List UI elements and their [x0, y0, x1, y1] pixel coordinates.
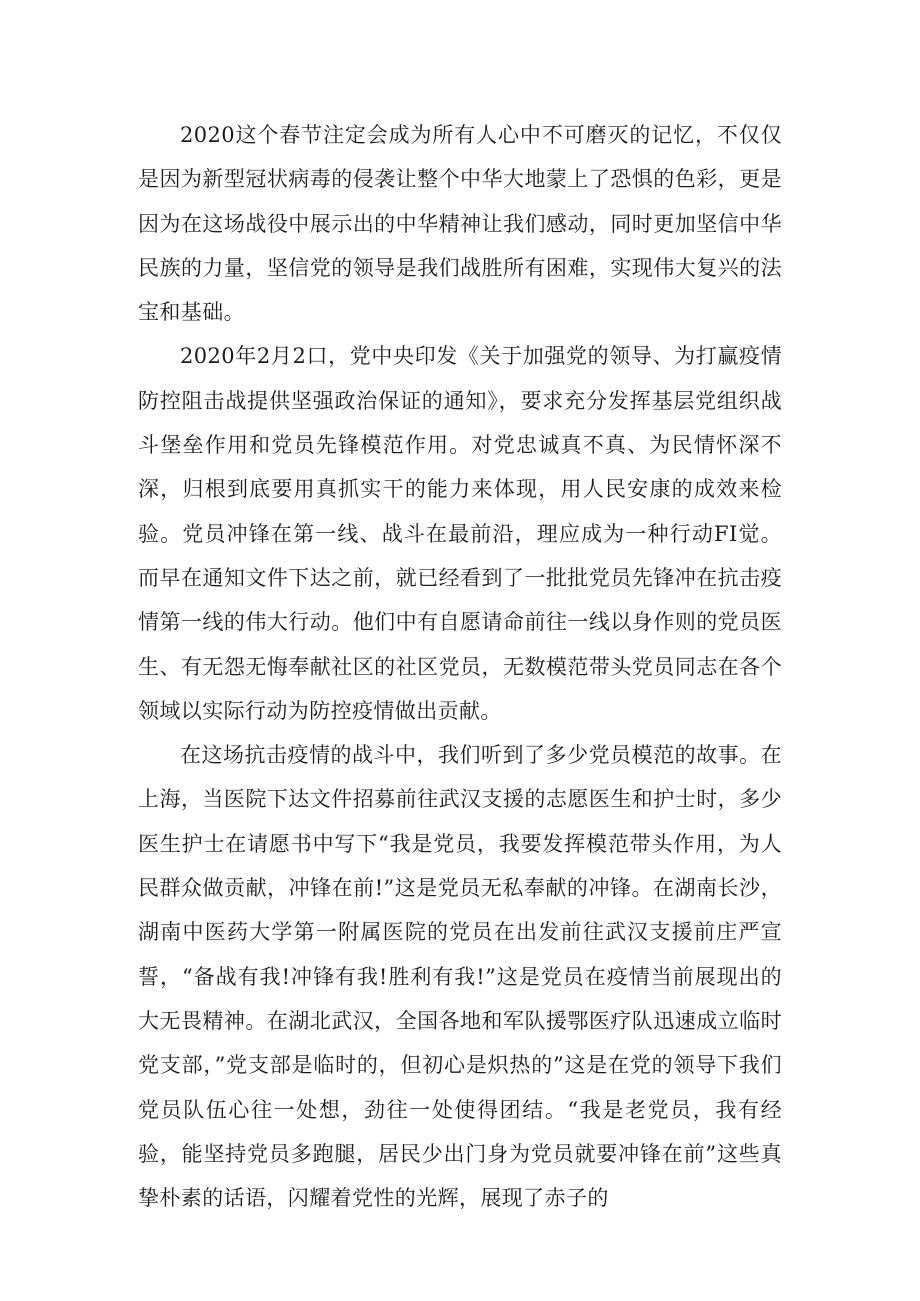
document-body [138, 113, 782, 1220]
paragraph-2: 2020年2月2口，党中央印发《关于加强党的领导、为打赢疫情防控阻击战提供坚强政治保证的通知》，要求充分发挥基层党组织战斗堡垒作用和党员先锋模范作用。对党忠诚真不真、为民情怀深不深，归根到底要用真抓实干的能力来体现，用人民安康的成效来检验。党员冲锋在第一线、战斗在最前沿，理应成为一种行动FI觉。而早在通知文件下达之前，就已经看到了一批批党员先锋冲在抗击疫情第一线的伟大行动。他们中有自愿请命前往一线以身作则的党员医生、有无怨无悔奉献社区的社区党员，无数模范带头党员同志在各个领域以实际行动为防控疫情做出贡献。 [138, 344, 782, 723]
paragraph-3: 在这场抗击疫情的战斗中，我们听到了多少党员模范的故事。在上海，当医院下达文件招募前往武汉支援的志愿医生和护士时，多少医生护士在请愿书中写下“我是党员，我要发挥模范带头作用，为人民群众做贡献，冲锋在前!”这是党员无私奉献的冲锋。在湖南长沙，湖南中医药大学第一附属医院的党员在出发前往武汉支援前庄严宣誓，“备战有我!冲锋有我!胜利有我!”这是党员在疫情当前展现出的大无畏精神。在湖北武汉，全国各地和军队援鄂医疗队迅速成立临时党支部，”党支部是临时的，但初心是炽热的”这是在党的领导下我们党员队伍心往一处想，劲往一处使得团结。“我是老党员，我有经验，能坚持党员多跑腿，居民少出门身为党员就要冲锋在前”这些真挚朴素的话语，闪耀着党性的光辉，展现了赤子的 [138, 743, 782, 1211]
paragraph-1: 2020这个春节注定会成为所有人心中不可磨灭的记忆，不仅仅是因为新型冠状病毒的侵袭让整个中华大地蒙上了恐惧的色彩，更是因为在这场战役中展示出的中华精神让我们感动，同时更加坚信中华民族的力量，坚信党的领导是我们战胜所有困难，实现伟大复兴的法宝和基础。 [138, 123, 782, 325]
